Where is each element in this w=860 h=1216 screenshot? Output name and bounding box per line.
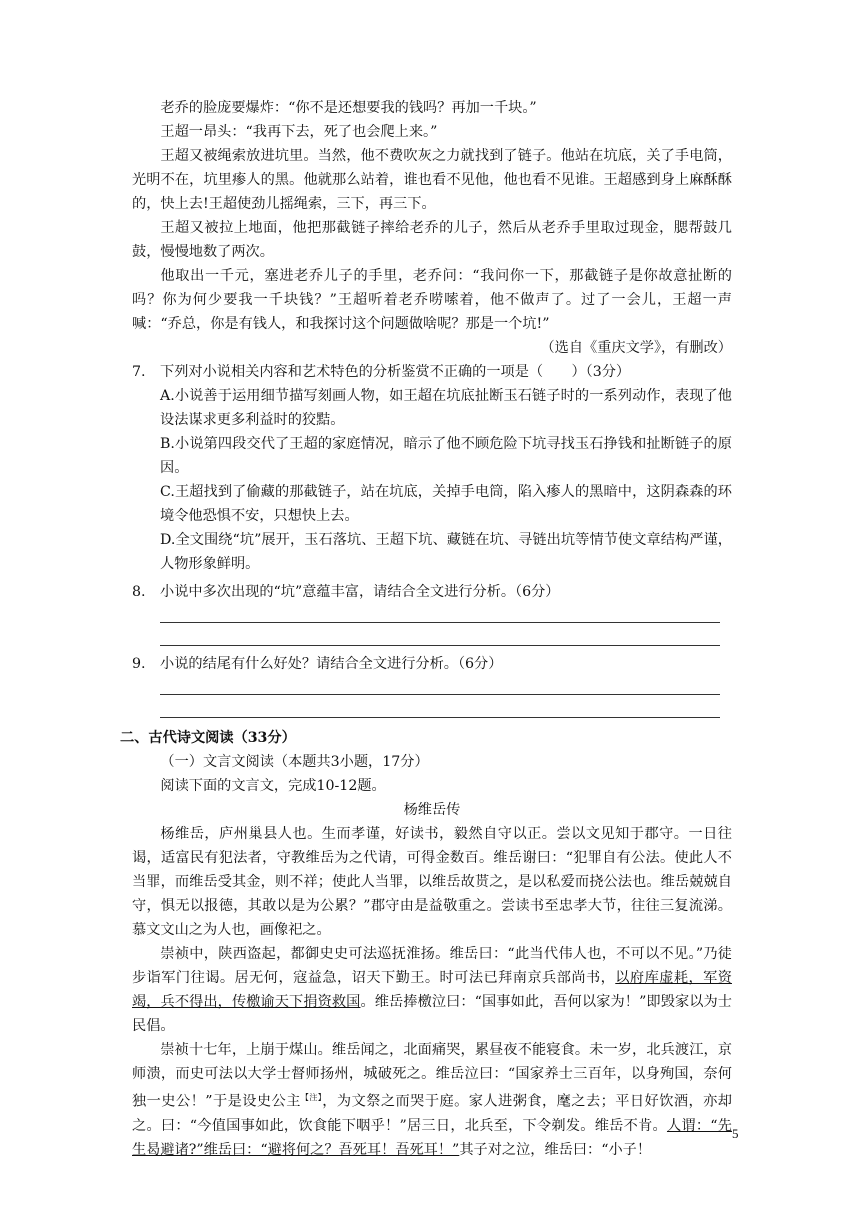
option-c: C.王超找到了偷藏的那截链子，站在坑底，关掉手电筒，陷入瘆人的黑暗中，这阴森森的环境令他恐惧不安，只想快上去。 <box>160 484 732 524</box>
text-run: 崇祯十七年，上崩于煤山。维岳闻之，北面痛哭，累昼夜不能寝食。未一岁，北兵渡江，京师溃，而史可法以大学士督师扬州，城破死之。维岳泣曰：“国家养士三百年，以身殉国，奈何独一史公！”于是设史公主 <box>132 1042 732 1110</box>
answer-line[interactable] <box>160 606 720 623</box>
classical-paragraph: 杨维岳，庐州巢县人也。生而孝谨，好读书，毅然自守以正。尝以文见知于郡守。一日往谒，适富民有犯法者，守教维岳为之代请，可得金数百。维岳谢曰：“犯罪自有公法。使此人不当罪，而维岳受其金，则不祥；使此人当罪，以维岳故贳之，是以私爱而挠公法也。维岳兢兢自守，惧无以报德，其敢以是为公累？”郡守由是益敬重之。尝读书至忠孝大节，往往三复流涕。慕文文山之为人也，画像祀之。 <box>132 826 732 938</box>
option-d: D.全文围绕“坑”展开，玉石落坑、王超下坑、藏链在坑、寻链出坑等情节使文章结构严谨，人物形象鲜明。 <box>160 532 732 572</box>
question-stem: 小说中多次出现的“坑”意蕴丰富，请结合全文进行分析。（6分） <box>160 584 560 600</box>
footnote-marker: 【注】 <box>300 1093 323 1102</box>
question-stem: 小说的结尾有什么好处？请结合全文进行分析。（6分） <box>160 656 503 672</box>
instruction: 阅读下面的文言文，完成10-12题。 <box>160 778 386 794</box>
subsection-heading: （一）文言文阅读（本题共3小题，17分） <box>160 754 429 770</box>
question-7 <box>132 360 732 384</box>
section-heading: 二、古代诗文阅读（33分） <box>120 730 296 746</box>
text-run: 。维岳捧檄泣曰：“国事如此，吾何以家为！”即毁家以为士民倡。 <box>132 994 732 1034</box>
question-number: 7. <box>132 364 146 380</box>
question-8 <box>132 580 732 604</box>
classical-paragraph <box>132 942 732 1038</box>
page-number: 5 <box>732 1126 739 1141</box>
question-number: 8. <box>132 584 146 600</box>
question-9 <box>132 652 732 676</box>
story-paragraph: 王超又被拉上地面，他把那截链子摔给老乔的儿子，然后从老乔手里取过现金，腮帮鼓几鼓，慢慢地数了两次。 <box>132 220 732 260</box>
story-paragraph: 王超又被绳索放进坑里。当然，他不费吹灰之力就找到了链子。他站在坑底，关了手电筒，光明不在，坑里瘆人的黑。他就那么站着，谁也看不见他，他也看不见谁。王超感到身上麻酥酥的，快上去!王超使劲儿摇绳索，三下，再三下。 <box>132 148 732 212</box>
option-b: B.小说第四段交代了王超的家庭情况，暗示了他不顾危险下坑寻找玉石挣钱和扯断链子的原因。 <box>160 436 732 476</box>
underlined-sentence: 人谓：“先生曷避诸?”维岳曰：“避将何之？吾死耳！吾死耳！” <box>132 1117 732 1158</box>
text-run: ，为文祭之而哭于庭。家人进粥食，麾之去；平日好饮酒，亦却之。曰：“今值国事如此，饮食能下咽乎！”居三日，北兵至，下令剃发。维岳不肯。 <box>132 1093 732 1134</box>
passage-title: 杨维岳传 <box>403 802 461 818</box>
option-a: A.小说善于运用细节描写刻画人物，如王超在坑底扯断玉石链子时的一系列动作，表现了他设法谋求更多利益时的狡黠。 <box>160 388 732 428</box>
classical-paragraph <box>132 1038 732 1162</box>
story-source: （选自《重庆文学》，有删改） <box>540 340 732 356</box>
answer-line[interactable] <box>160 701 720 718</box>
text-run: 其子对之泣，维岳曰：“小子！ <box>459 1141 652 1158</box>
page-content <box>120 96 732 1162</box>
question-stem: 下列对小说相关内容和艺术特色的分析鉴赏不正确的一项是（ ）（3分） <box>160 364 631 380</box>
question-number: 9. <box>132 656 146 672</box>
story-paragraph: 老乔的脸庞要爆炸：“你不是还想要我的钱吗？再加一千块。” <box>160 100 537 116</box>
answer-line[interactable] <box>160 629 720 646</box>
story-paragraph: 他取出一千元，塞进老乔儿子的手里，老乔问：“我问你一下，那截链子是你故意扯断的吗？你为何少要我一千块钱？”王超听着老乔唠嗦着，他不做声了。过了一会儿，王超一声喊：“乔总，你是有钱人，和我探讨这个问题做啥呢？那是一个坑!” <box>132 268 732 332</box>
answer-line[interactable] <box>160 678 720 695</box>
text-run: 崇祯中，陕西盗起，都御史史可法巡抚淮扬。维岳曰：“此当代伟人也，不可以不见。”乃徒步诣军门往谒。居无何，寇益急，诏天下勤王。时可法已拜南京兵部尚书， <box>132 946 732 986</box>
underlined-sentence: 以府库虚耗，军资竭，兵不得出，传檄谕天下捐资救国 <box>132 970 732 1010</box>
story-paragraph: 王超一昂头：“我再下去，死了也会爬上来。” <box>160 124 438 140</box>
